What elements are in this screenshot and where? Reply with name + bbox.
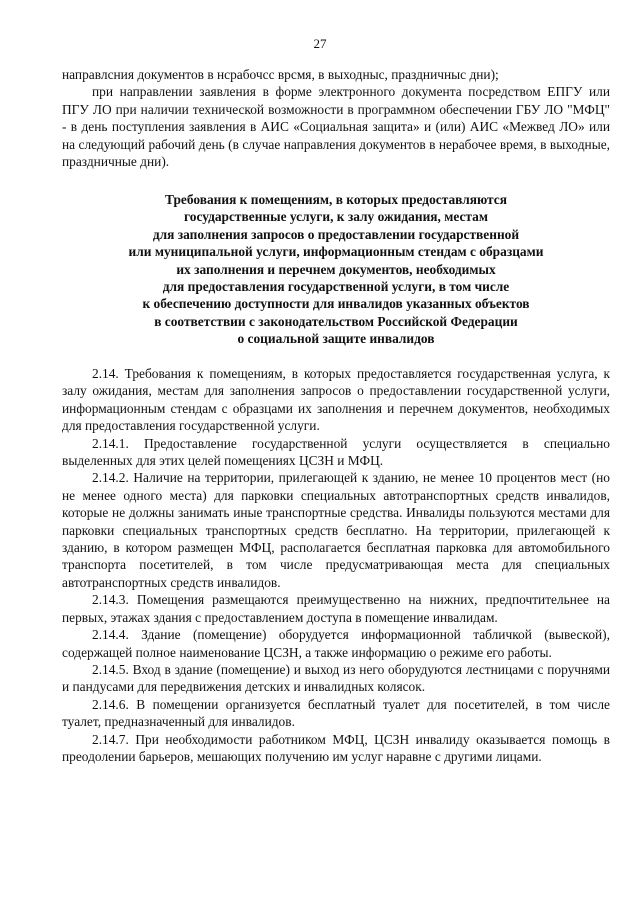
heading-line: в соответствии с законодательством Российской Федерации <box>154 313 518 329</box>
section-2-14-4: 2.14.4. Здание (помещение) оборудуется информационной табличкой (вывеской), содержащей полное наименование ЦСЗН, а также информацию о режиме его работы. <box>62 627 610 660</box>
section-2-14-7: 2.14.7. При необходимости работником МФЦ, ЦСЗН инвалиду оказывается помощь в преодолении барьеров, мешающих получению им услуг наравне с другими лицами. <box>62 731 610 764</box>
section-2-14-1: 2.14.1. Предоставление государственной услуги осуществляется в специально выделенных для этих целей помещениях ЦСЗН и МФЦ. <box>62 435 610 469</box>
heading-line: Требования к помещениям, в которых предоставляются <box>165 192 507 207</box>
heading-line: государственные услуги, к залу ожидания, местам <box>184 209 488 225</box>
section-2-14-5: 2.14.5. Вход в здание (помещение) и выход из него оборудуются лестницами с поручнями и пандусами для передвижения детских и инвалидных колясок. <box>62 661 610 695</box>
heading-line: или муниципальной услуги, информационным стендам с образцами <box>128 244 544 260</box>
heading-line: к обеспечению доступности для инвалидов указанных объектов <box>142 296 530 312</box>
section-2-14-2: 2.14.2. Наличие на территории, прилегающей к зданию, не менее 10 процентов мест (но не менее одного места) для парковки специальных автотранспортных средств инвалидов, которые не должны занимать иные транспортные средства. Инвалиды пользуются местами для парковки специальных транспортных средств бесплатно. На территории, прилегающей к зданию, в котором размещен МФЦ, располагается бесплатная парковка для автомобильного транспорта посетителей, в том числе предусматривающая места для специальных автотранспортных средств инвалидов. <box>62 470 610 590</box>
heading-line: для предоставления государственной услуги, в том числе <box>162 279 510 295</box>
sections-body <box>62 365 610 765</box>
intro-text <box>62 66 610 170</box>
intro-paragraph: при направлении заявления в форме электронного документа посредством ЕПГУ или ПГУ ЛО при наличии технической возможности в программном обеспечении ГБУ ЛО "МФЦ" - в день поступления заявления в АИС «Социальная защита» и (или) АИС «Межвед ЛО» или на следующий рабочий день (в случае направления документов в нерабочее время, в выходные, праздничные дни). <box>62 84 610 170</box>
section-2-14-6: 2.14.6. В помещении организуется бесплатный туалет для посетителей, в том числе туалет, предназначенный для инвалидов. <box>62 696 610 730</box>
heading-line: о социальной защите инвалидов <box>237 331 435 347</box>
heading-line: их заполнения и перечнем документов, необходимых <box>176 261 496 277</box>
intro-line-continuation: направлсния документов в нсрабочсс врсмя, в выходныс, праздничныс дни); <box>62 67 499 82</box>
heading-line: для заполнения запросов о предоставлении государственной <box>152 226 520 242</box>
section-heading <box>62 191 610 348</box>
page-number: 27 <box>313 36 327 51</box>
section-2-14-3: 2.14.3. Помещения размещаются преимущественно на нижних, предпочтительнее на первых, этажах здания с предоставлением доступа в помещение инвалидам. <box>62 592 610 625</box>
section-2-14: 2.14. Требования к помещениям, в которых предоставляется государственная услуга, к залу ожидания, местам для заполнения запросов о предоставлении государственной услуги, информационным стендам с образцами их заполнения и перечнем документов, необходимых для предоставления государственной услуги. <box>62 366 610 434</box>
